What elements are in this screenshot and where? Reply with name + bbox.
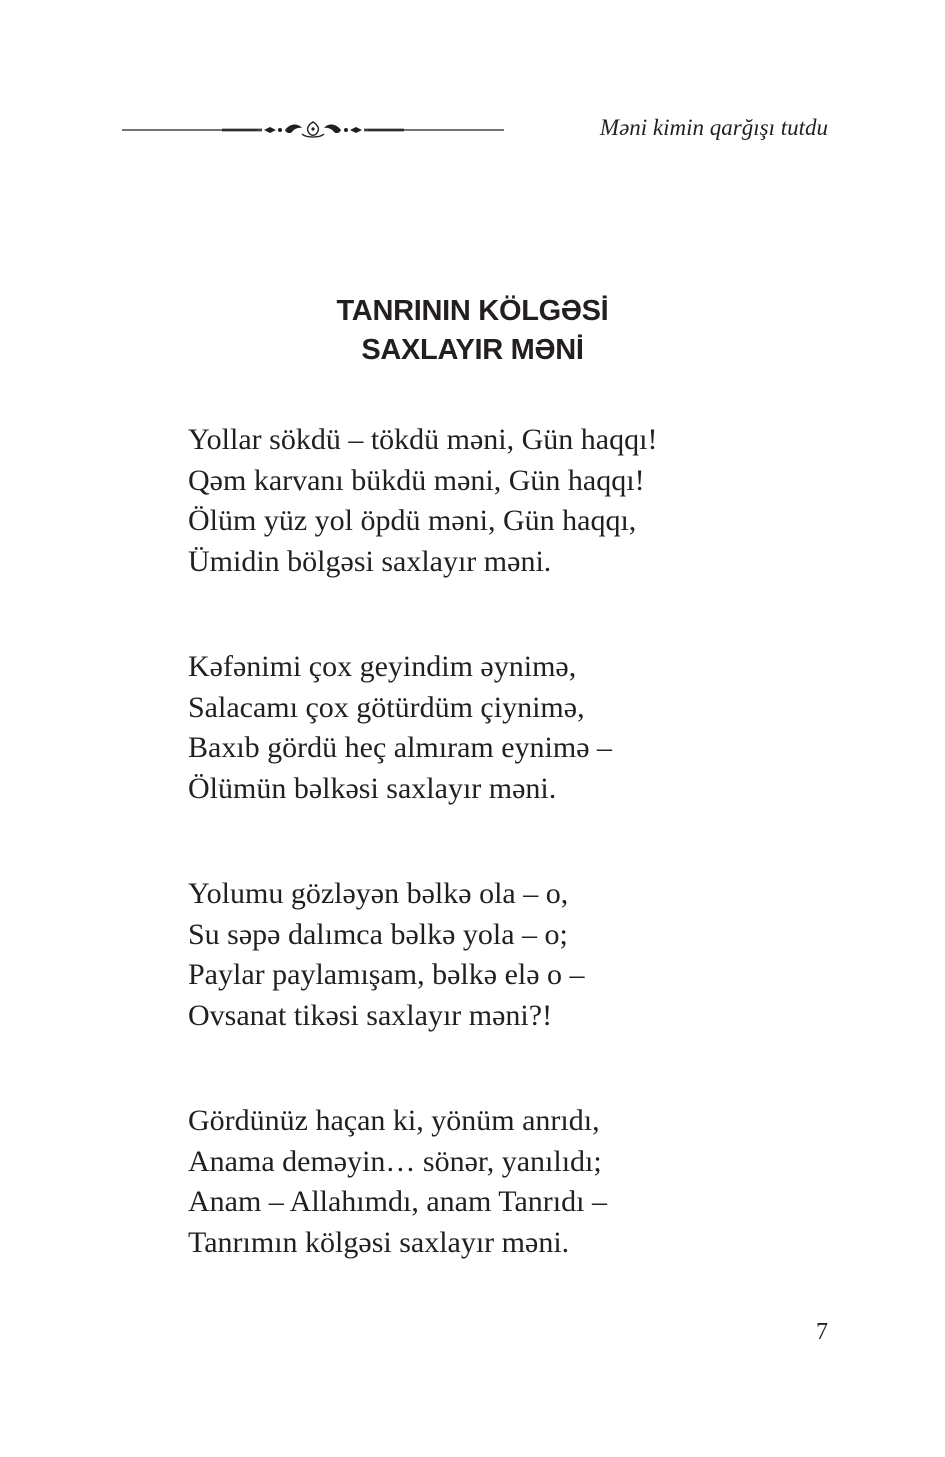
poem-line: Baxıb gördü heç almıram eynimə –	[188, 731, 613, 764]
poem-line: Salacamı çox götürdüm çiynimə,	[188, 690, 585, 724]
poem-line: Qəm karvanı bükdü məni, Gün haqqı!	[188, 463, 645, 497]
poem-line: Yollar sökdü – tökdü məni, Gün haqqı!	[188, 423, 658, 456]
poem-line: Su səpə dalımca bəlkə yola – o;	[188, 917, 568, 951]
poem-line: Anam – Allahımdı, anam Tanrıdı –	[188, 1185, 607, 1218]
poem-line: Ümidin bölgəsi saxlayır məni.	[188, 544, 552, 578]
poem-line: Gördünüz haçan ki, yönüm anrıdı,	[188, 1104, 600, 1137]
poem-line: Tanrımın kölgəsi saxlayır məni.	[188, 1225, 570, 1259]
poem-body	[188, 420, 828, 1328]
poem-line: Paylar paylamışam, bəlkə elə o –	[188, 958, 585, 991]
poem-line: Ölüm yüz yol öpdü məni, Gün haqqı,	[188, 504, 637, 537]
stanza	[188, 647, 828, 809]
page-number: 7	[816, 1319, 828, 1345]
poem-line: Yolumu gözləyən bəlkə ola – o,	[188, 877, 569, 910]
running-title: Məni kimin qarğışı tutdu	[599, 115, 828, 140]
stanza	[188, 420, 828, 582]
stanza	[188, 1101, 828, 1263]
stanza	[188, 874, 828, 1036]
poem-title-line: SAXLAYIR MƏNİ	[361, 334, 584, 366]
poem-title	[0, 292, 945, 370]
poem-title-line: TANRININ KÖLGƏSİ	[336, 295, 609, 327]
vine-ornament-icon	[122, 119, 504, 141]
poem-line: Anama deməyin… sönər, yanılıdı;	[188, 1144, 602, 1178]
poem-line: Ovsanat tikəsi saxlayır məni?!	[188, 998, 553, 1032]
poem-line: Ölümün bəlkəsi saxlayır məni.	[188, 771, 557, 805]
poem-line: Kəfənimi çox geyindim əynimə,	[188, 650, 577, 683]
